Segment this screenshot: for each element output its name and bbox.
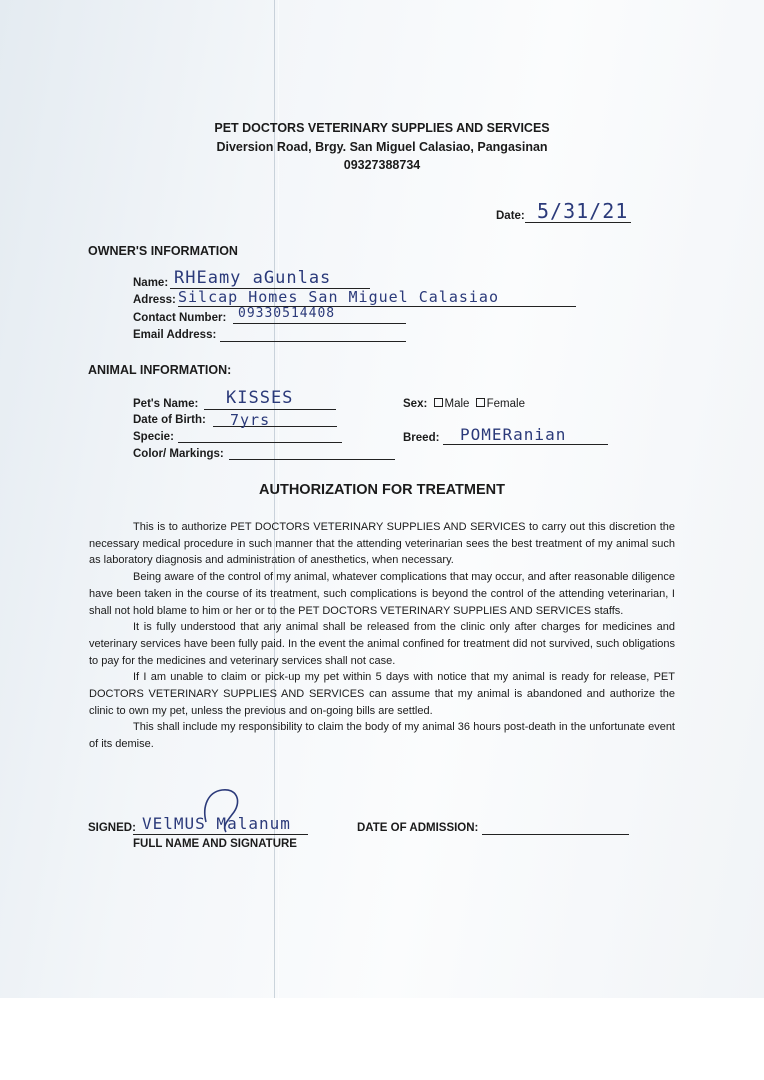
specie-label: Specie: — [133, 431, 174, 443]
clinic-name: PET DOCTORS VETERINARY SUPPLIES AND SERVICES — [214, 121, 550, 135]
dob-label: Date of Birth: — [133, 414, 206, 426]
clinic-address: Diversion Road, Brgy. San Miguel Calasiao, Pangasinan — [216, 140, 548, 154]
full-name-caption: FULL NAME AND SIGNATURE — [133, 838, 297, 850]
dob-value: 7yrs — [230, 411, 271, 429]
authorization-paragraph: This shall include my responsibility to claim the body of my animal 36 hours post-death in the unfortunate event of its demise. — [89, 721, 675, 751]
authorization-title: AUTHORIZATION FOR TREATMENT — [259, 482, 505, 498]
date-value: 5/31/21 — [537, 199, 629, 223]
authorization-body — [89, 519, 675, 753]
color-markings-line — [229, 459, 395, 460]
signed-label: SIGNED: — [88, 822, 136, 834]
authorization-paragraph: This is to authorize PET DOCTORS VETERINARY SUPPLIES AND SERVICES to carry out this discretion the necessary medical procedure in such manner that the attending veterinarian sees the best treatment of my animal such as laboratory diagnosis and administration of anesthetics, when necessary. — [89, 521, 675, 567]
owner-email-line — [220, 341, 406, 342]
color-markings-label: Color/ Markings: — [133, 448, 224, 460]
owner-contact-label: Contact Number: — [133, 312, 227, 324]
male-checkbox[interactable] — [434, 398, 443, 407]
clinic-phone: 09327388734 — [343, 158, 421, 172]
owner-contact-line — [233, 323, 406, 324]
owner-section-title: OWNER'S INFORMATION — [88, 244, 238, 258]
animal-section-title: ANIMAL INFORMATION: — [88, 363, 232, 377]
specie-line — [178, 442, 342, 443]
pet-name-line — [204, 409, 336, 410]
owner-address-label: Adress: — [133, 294, 176, 306]
female-checkbox[interactable] — [476, 398, 485, 407]
owner-name-label: Name: — [133, 277, 169, 289]
breed-value: POMERanian — [460, 425, 567, 444]
owner-address-value: Silcap Homes San Miguel Calasiao — [178, 288, 499, 306]
date-label: Date: — [496, 210, 525, 222]
sex-label: Sex: — [403, 398, 428, 410]
signed-value: VElMUS Malanum — [142, 814, 291, 833]
authorization-paragraph: Being aware of the control of my animal, whatever complications that may occur, and after reasonable diligence have been taken in the course of its treatment, such complications is beyond the control of the attending veterinarian, I shall not hold blame to him or her or to the PET DOCTORS VETERINARY SUPPLIES AND SERVICES staffs. — [89, 571, 675, 617]
admission-date-label: DATE OF ADMISSION: — [357, 822, 479, 834]
breed-line — [443, 444, 608, 445]
pet-name-value: KISSES — [226, 388, 294, 408]
owner-name-value: RHEamy aGunlas — [174, 268, 332, 288]
sex-field — [403, 398, 525, 410]
pet-name-label: Pet's Name: — [133, 398, 199, 410]
admission-date-line — [482, 834, 629, 835]
authorization-paragraph: If I am unable to claim or pick-up my pet within 5 days with notice that my animal is ready for release, PET DOCTORS VETERINARY SUPPLIES AND SERVICES can assume that my animal is abandoned and authorize the clinic to own my pet, unless the previous and on-going bills are settled. — [89, 671, 675, 717]
owner-email-label: Email Address: — [133, 329, 217, 341]
signed-line — [133, 834, 308, 835]
owner-contact-value: 09330514408 — [238, 306, 336, 321]
male-option-label: Male — [444, 398, 470, 410]
authorization-paragraph: It is fully understood that any animal shall be released from the clinic only after charges for medicines and veterinary services have been fully paid. In the event the animal confined for treatment did not survived, such obligations to pay for the medicines and veterinary services shall not case. — [89, 621, 675, 667]
female-option-label: Female — [486, 398, 525, 410]
breed-label: Breed: — [403, 432, 440, 444]
